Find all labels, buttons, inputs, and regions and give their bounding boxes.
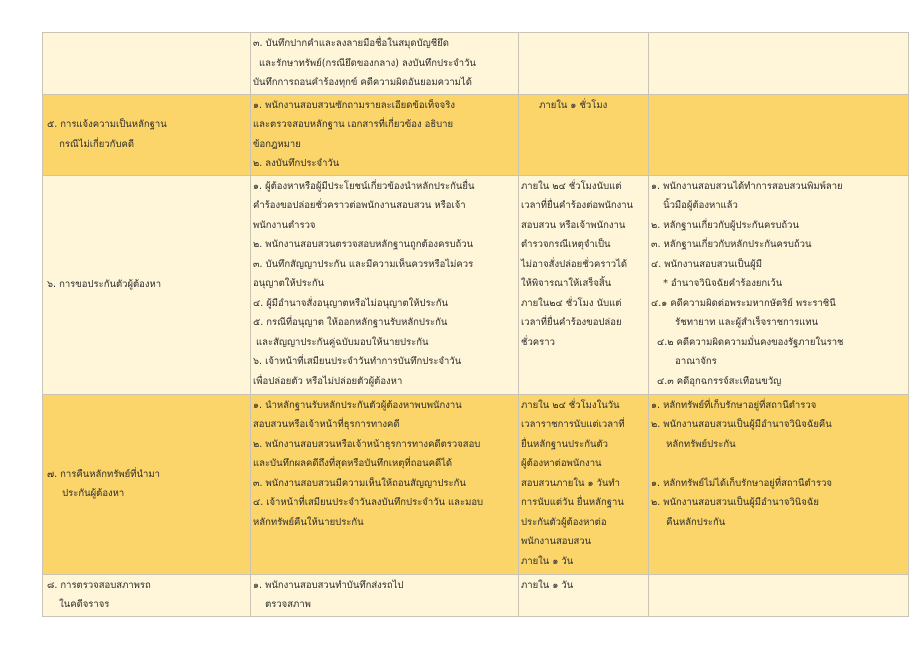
step-cell (43, 94, 251, 175)
cell-line: ๑. นำหลักฐานรับหลักประกันตัวผู้ต้องหาพบพนักงาน (253, 399, 462, 411)
cell-line: ๒. พนักงานสอบสวนเป็นผู้มีอำนาจวินิจฉัย (651, 497, 819, 508)
notes-cell (649, 574, 909, 616)
cell-line: ๒. พนักงานสอบสวนหรือเจ้าหน้าธุรการทางคดีตรวจสอบ (253, 438, 481, 450)
cell-line: ๑. ผู้ต้องหาหรือผู้มีประโยชน์เกี่ยวข้องนำหลักประกันยื่น (253, 180, 475, 192)
time-limit-cell (519, 394, 649, 574)
cell-line: ประกันตัวผู้ต้องหาต่อ (521, 516, 607, 528)
table-row (43, 33, 909, 95)
cell-line: ๑. พนักงานสอบสวนทำบันทึกส่งรถไป (253, 579, 404, 591)
notes-cell (649, 94, 909, 175)
cell-line: ให้พิจารณาให้เสร็จสิ้น (521, 278, 612, 289)
actions-cell (251, 94, 519, 175)
step-cell (43, 33, 251, 95)
cell-line: กรณีไม่เกี่ยวกับคดี (47, 138, 134, 150)
cell-line: ๕. การแจ้งความเป็นหลักฐาน (47, 119, 167, 130)
cell-line: เวลาที่ยื่นคำร้องขอปล่อย (521, 317, 622, 328)
cell-line: ๑. หลักทรัพย์ไม่ได้เก็บรักษาอยู่ที่สถานีตำรวจ (651, 477, 832, 489)
table-row (43, 175, 909, 394)
actions-cell (251, 394, 519, 574)
cell-line: ๗. การคืนหลักทรัพย์ที่นำมา (47, 468, 160, 480)
cell-line: ๔.๑ คดีความผิดต่อพระมหากษัตริย์ พระราชินี (651, 297, 836, 309)
cell-line: ๔.๓ คดีอุกฉกรรจ์สะเทือนขวัญ (651, 375, 782, 387)
cell-line (651, 454, 906, 474)
cell-line: ๓. หลักฐานเกี่ยวกับหลักประกันครบถ้วน (651, 239, 812, 250)
cell-line: ชั่วคราว (521, 336, 555, 348)
cell-line: ภายใน ๒๔ ชั่วโมงนับแต่ (521, 180, 622, 192)
step-cell (43, 574, 251, 616)
cell-line: ๑. หลักทรัพย์ที่เก็บรักษาอยู่ที่สถานีตำรวจ (651, 399, 817, 411)
time-limit-cell (519, 574, 649, 616)
cell-line: ภายใน๒๔ ชั่วโมง นับแต่ (521, 297, 622, 309)
cell-line: สอบสวนหรือเจ้าหน้าที่ธุรการทางคดี (253, 419, 400, 430)
cell-line: เวลาราชการนับแต่เวลาที่ (521, 419, 625, 430)
cell-line: ๒. หลักฐานเกี่ยวกับผู้ประกันครบถ้วน (651, 219, 800, 231)
cell-line: ภายใน ๑ ชั่วโมง (521, 99, 608, 111)
cell-line: พนักงานสอบสวน (521, 536, 592, 547)
cell-line: ประกันผู้ต้องหา (47, 488, 125, 499)
cell-line: ๒. ลงบันทึกประจำวัน (253, 158, 340, 169)
actions-cell (251, 33, 519, 95)
cell-line: ๓. บันทึกสัญญาประกัน และมีความเห็นควรหรือไม่ควร (253, 258, 474, 270)
cell-line: ไม่อาจสั่งปล่อยชั่วคราวได้ (521, 258, 628, 270)
step-cell (43, 175, 251, 394)
time-limit-cell (519, 175, 649, 394)
cell-line: อนุญาตให้ประกัน (253, 278, 325, 289)
table-row (43, 574, 909, 616)
procedure-table (42, 32, 909, 617)
cell-line: ๑. พนักงานสอบสวนซักถามรายละเอียดข้อเท็จจริง (253, 99, 455, 111)
cell-line: ๘. การตรวจสอบสภาพรถ (47, 579, 151, 591)
cell-line: หลักทรัพย์ประกัน (651, 438, 736, 450)
cell-line: และตรวจสอบหลักฐาน เอกสารที่เกี่ยวข้อง อธิบาย (253, 119, 454, 130)
cell-line: ภายใน ๑ วัน (521, 555, 574, 567)
notes-cell (649, 394, 909, 574)
cell-line: ผู้ต้องหาต่อพนักงาน (521, 458, 602, 469)
cell-line: นิ้วมือผู้ต้องหาแล้ว (651, 200, 738, 211)
cell-line: ๔. พนักงานสอบสวนเป็นผู้มี (651, 258, 762, 270)
cell-line: และบันทึกผลคดีถึงที่สุดหรือบันทึกเหตุที่ถอนคดีได้ (253, 458, 453, 469)
cell-line: สอบสวนภายใน ๑ วันทำ (521, 477, 620, 489)
cell-line: * อำนาจวินิจฉัยคำร้องยกเว้น (651, 278, 783, 289)
cell-line: พนักงานตำรวจ (253, 219, 316, 231)
cell-line: ๖. เจ้าหน้าที่เสมียนประจำวันทำการบันทึกประจำวัน (253, 356, 462, 367)
cell-line: ยื่นหลักฐานประกันตัว (521, 438, 608, 450)
cell-line: เพื่อปล่อยตัว หรือไม่ปล่อยตัวผู้ต้องหา (253, 375, 403, 387)
notes-cell (649, 33, 909, 95)
cell-line: ตรวจสภาพ (253, 599, 311, 610)
step-cell (43, 394, 251, 574)
table-row (43, 394, 909, 574)
cell-line: และรักษาทรัพย์(กรณียึดของกลาง) ลงบันทึกประจำวัน (253, 57, 476, 69)
cell-line: สอบสวน หรือเจ้าพนักงาน (521, 219, 626, 231)
cell-line: ๖. การขอประกันตัวผู้ต้องหา (47, 278, 162, 290)
cell-line: ข้อกฎหมาย (253, 138, 301, 150)
cell-line: การนับแต่วัน ยื่นหลักฐาน (521, 497, 624, 508)
cell-line: อาณาจักร (651, 356, 717, 367)
cell-line: ภายใน ๒๔ ชั่วโมงในวัน (521, 399, 620, 411)
cell-line: รัชทายาท และผู้สำเร็จราชการแทน (651, 317, 819, 328)
cell-line: ๒. พนักงานสอบสวนตรวจสอบหลักฐานถูกต้องครบถ้วน (253, 239, 474, 250)
cell-line: บันทึกการถอนคำร้องทุกข์ คดีความผิดอันยอมความได้ (253, 77, 472, 88)
cell-line: ภายใน ๑ วัน (521, 579, 574, 591)
cell-line: ๔. ผู้มีอำนาจสั่งอนุญาตหรือไม่อนุญาตให้ประกัน (253, 297, 449, 309)
cell-line: ๑. พนักงานสอบสวนได้ทำการสอบสวนพิมพ์ลาย (651, 180, 843, 192)
time-limit-cell (519, 94, 649, 175)
cell-line: ๔. เจ้าหน้าที่เสมียนประจำวันลงบันทึกประจำวัน และมอบ (253, 497, 484, 508)
cell-line: ๓. พนักงานสอบสวนมีความเห็นให้ถอนสัญญาประกัน (253, 477, 466, 489)
cell-line: หลักทรัพย์คืนให้นายประกัน (253, 516, 364, 528)
table-row (43, 94, 909, 175)
cell-line: ๕. กรณีที่อนุญาต ให้ออกหลักฐานรับหลักประกัน (253, 317, 448, 328)
actions-cell (251, 574, 519, 616)
cell-line: คำร้องขอปล่อยชั่วคราวต่อพนักงานสอบสวน หรือเจ้า (253, 200, 466, 211)
cell-line: ๔.๒ คดีความผิดความมั่นคงของรัฐภายในราช (651, 336, 844, 348)
cell-line: เวลาที่ยื่นคำร้องต่อพนักงาน (521, 200, 634, 211)
notes-cell (649, 175, 909, 394)
actions-cell (251, 175, 519, 394)
time-limit-cell (519, 33, 649, 95)
cell-line: คืนหลักประกัน (651, 516, 726, 528)
cell-line: และสัญญาประกันคู่ฉบับมอบให้นายประกัน (253, 336, 429, 348)
cell-line: ตำรวจกรณีเหตุจำเป็น (521, 239, 611, 250)
cell-line: ๒. พนักงานสอบสวนเป็นผู้มีอำนาจวินิจฉัยคืน (651, 419, 832, 430)
cell-line: ๓. บันทึกปากคำและลงลายมือชื่อในสมุดบัญชียึด (253, 38, 449, 49)
cell-line: ในคดีจราจร (47, 599, 110, 610)
